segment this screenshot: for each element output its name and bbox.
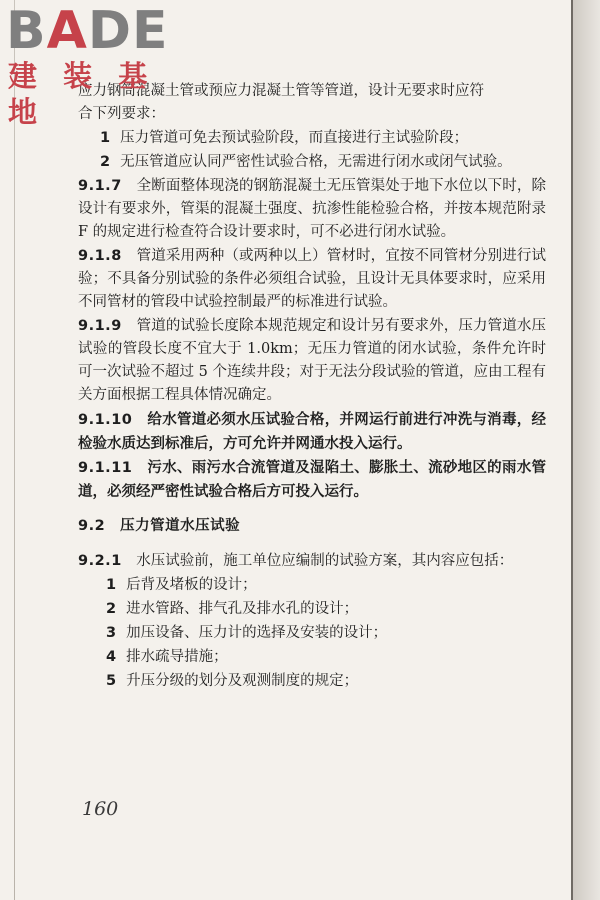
list-item-text: 压力管道可免去预试验阶段，而直接进行主试验阶段；: [120, 130, 469, 146]
list-item: [78, 646, 546, 669]
clause-number: 9.1.9: [78, 318, 122, 334]
list-item: [78, 622, 546, 645]
list-item-text: 无压管道应认同严密性试验合格，无需进行闭水或闭气试验。: [120, 154, 512, 170]
list-item-text: 升压分级的划分及观测制度的规定；: [126, 673, 359, 689]
list-item-text: 后背及堵板的设计；: [126, 577, 257, 593]
section-title: 9.2 压力管道水压试验: [78, 518, 241, 534]
clause-text: 全断面整体现浇的钢筋混凝土无压管渠处于地下水位以下时，除设计有要求外，管渠的混凝土强度、抗渗性能检验合格，并按本规范附录 F 的规定进行检查符合设计要求时，可不必进行闭水试验。: [78, 178, 547, 240]
clause-text: 管道采用两种（或两种以上）管材时，宜按不同管材分别进行试验；不具备分别试验的条件必须组合试验，且设计无具体要求时，应采用不同管材的管段中试验控制最严的标准进行试验。: [78, 248, 547, 310]
logo-wordmark: [6, 1, 181, 61]
clause-number: 9.2.1: [78, 553, 122, 569]
clause-9-1-10: [78, 408, 546, 455]
list-item-number: 1: [100, 130, 111, 146]
clause-number: 9.1.7: [78, 178, 122, 194]
page-shadow: [573, 0, 600, 900]
list-item-text: 加压设备、压力计的选择及安装的设计；: [126, 625, 388, 641]
list-item-number: 5: [106, 673, 117, 689]
logo-subtitle: 建 装 基 地: [8, 59, 156, 129]
clause-9-1-9: [78, 315, 546, 407]
clause-number: 9.1.8: [78, 248, 122, 264]
document-body: [78, 80, 546, 694]
list-item-number: 2: [100, 154, 111, 170]
list-item: [78, 151, 546, 174]
list-item-text: 进水管路、排气孔及排水孔的设计；: [126, 601, 359, 617]
list-item: [78, 670, 546, 693]
page-edge-left: [14, 0, 15, 900]
clause-text: 水压试验前，施工单位应编制的试验方案，其内容应包括：: [136, 553, 514, 569]
list-item: [78, 598, 546, 621]
clause-9-2-1: [78, 550, 546, 573]
list-item-number: 3: [106, 625, 117, 641]
clause-number: 9.1.10: [78, 412, 133, 428]
clause-text: 污水、雨污水合流管道及湿陷土、膨胀土、流砂地区的雨水管道，必须经严密性试验合格后方可投入运行。: [78, 459, 546, 500]
clause-number: 9.1.11: [78, 460, 133, 476]
clause-9-1-7: [78, 175, 546, 244]
clause-9-1-11: [78, 456, 546, 503]
list-item-number: 1: [106, 577, 117, 593]
clause-text: 给水管道必须水压试验合格，并网运行前进行冲洗与消毒，经检验水质达到标准后，方可允许并网通水投入运行。: [78, 411, 546, 452]
clause-text: 管道的试验长度除本规范规定和设计另有要求外，压力管道水压试验的管段长度不宜大于 1.0km；无压力管道的闭水试验，条件允许时可一次试验不超过 5 个连续井段；对于无法分段试验的管道，应由工程有关方面根据工程具体情况确定。: [78, 318, 547, 403]
page-number: 160: [82, 798, 119, 820]
logo-letter-a: A: [46, 1, 88, 61]
intro-line-1: 应力钢筒混凝土管或预应力混凝土管等管道，设计无要求时应符: [78, 83, 484, 99]
list-item-text: 排水疏导措施；: [126, 649, 228, 665]
logo-letter-b: B: [6, 1, 47, 61]
clause-9-1-8: [78, 245, 546, 314]
list-item-number: 2: [106, 601, 117, 617]
logo-letters-de: DE: [87, 1, 169, 61]
list-item: [78, 127, 546, 150]
intro-line-2: 合下列要求：: [78, 106, 165, 122]
list-item-number: 4: [106, 649, 117, 665]
list-item: [78, 574, 546, 597]
